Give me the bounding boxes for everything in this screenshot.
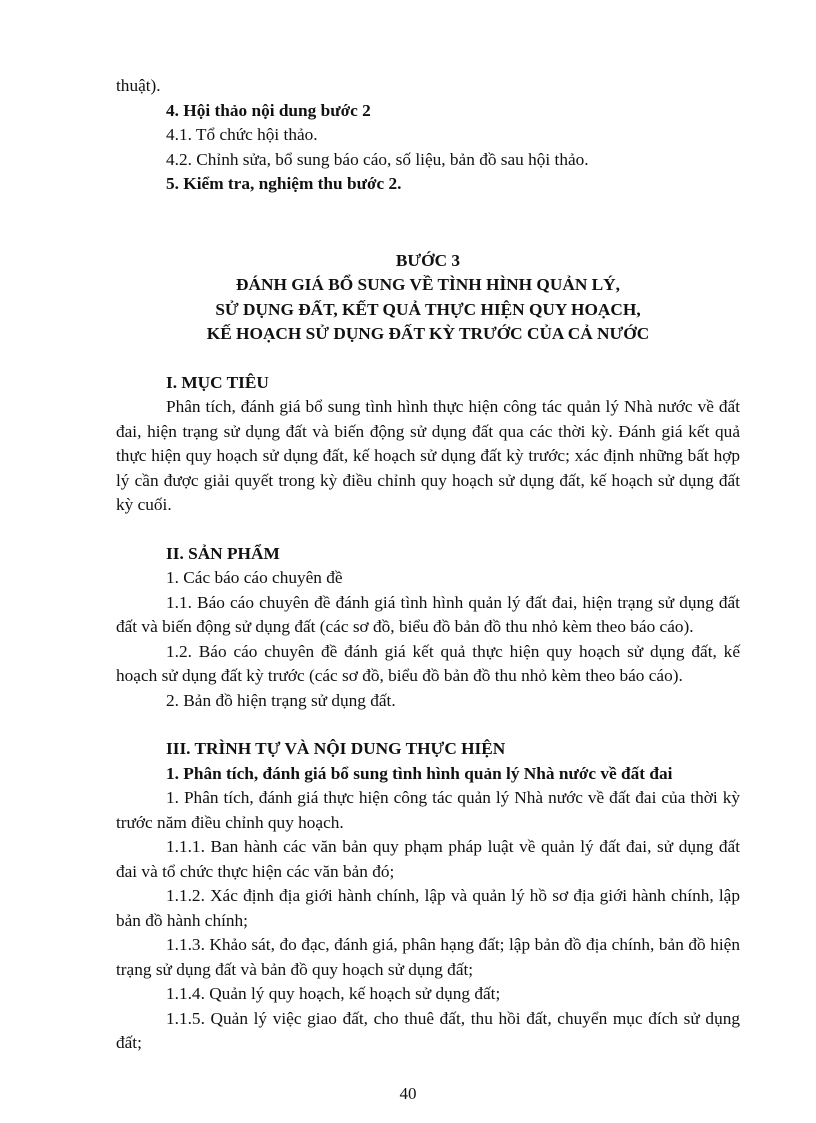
item-2-1: 1. Các báo cáo chuyên đề bbox=[166, 568, 343, 587]
item-4-1: 4.1. Tổ chức hội thảo. bbox=[166, 125, 318, 144]
section-5-heading: 5. Kiểm tra, nghiệm thu bước 2. bbox=[166, 174, 402, 193]
step-subtitle-line-3: KẾ HOẠCH SỬ DỤNG ĐẤT KỲ TRƯỚC CỦA CẢ NƯỚC bbox=[206, 324, 650, 343]
step-title: BƯỚC 3 bbox=[395, 250, 461, 270]
spacer bbox=[116, 197, 740, 249]
page-content bbox=[116, 74, 740, 1056]
item-3-1-1-1: 1.1.1. Ban hành các văn bản quy phạm pháp luật về quản lý đất đai, sử dụng đất đai và tổ chức thực hiện các văn bản đó; bbox=[116, 837, 740, 881]
item-2-2: 2. Bản đồ hiện trạng sử dụng đất. bbox=[166, 690, 396, 710]
spacer bbox=[116, 518, 740, 542]
continued-text: thuật). bbox=[116, 76, 161, 95]
section-2-heading: II. SẢN PHẨM bbox=[166, 543, 280, 563]
item-4-2: 4.2. Chỉnh sửa, bổ sung báo cáo, số liệu, bản đồ sau hội thảo. bbox=[166, 149, 589, 169]
spacer bbox=[116, 347, 740, 371]
step-subtitle-line-1: ĐÁNH GIÁ BỔ SUNG VỀ TÌNH HÌNH QUẢN LÝ, bbox=[236, 275, 620, 294]
item-3-1-1-3: 1.1.3. Khảo sát, đo đạc, đánh giá, phân hạng đất; lập bản đồ địa chính, bản đồ hiện trạng sử dụng đất và bản đồ quy hoạch sử dụng đất; bbox=[116, 935, 740, 979]
item-3-1-1-5: 1.1.5. Quản lý việc giao đất, cho thuê đất, thu hồi đất, chuyển mục đích sử dụng đất; bbox=[116, 1008, 740, 1052]
item-3-1: 1. Phân tích, đánh giá thực hiện công tác quản lý Nhà nước về đất đai của thời kỳ trước năm điều chỉnh quy hoạch. bbox=[116, 788, 740, 832]
section-3-heading: III. TRÌNH TỰ VÀ NỘI DUNG THỰC HIỆN bbox=[166, 739, 506, 758]
item-2-1-2: 1.2. Báo cáo chuyên đề đánh giá kết quả thực hiện quy hoạch sử dụng đất, kế hoạch sử dụng đất kỳ trước (các sơ đồ, biểu đồ bản đồ thu nhỏ kèm theo báo cáo). bbox=[116, 641, 740, 685]
item-2-1-1: 1.1. Báo cáo chuyên đề đánh giá tình hình quản lý đất đai, hiện trạng sử dụng đất đất và biến động sử dụng đất (các sơ đồ, biểu đồ bản đồ thu nhỏ kèm theo báo cáo). bbox=[116, 592, 740, 636]
section-1-body: Phân tích, đánh giá bổ sung tình hình thực hiện công tác quản lý Nhà nước về đất đai, hiện trạng sử dụng đất và biến động sử dụng đất qua các thời kỳ. Đánh giá kết quả thực hiện quy hoạch sử dụng đất, kế hoạch sử dụng đất kỳ trước; xác định những bất hợp lý cần được giải quyết trong kỳ điều chỉnh quy hoạch sử dụng đất, kế hoạch sử dụng đất kỳ cuối. bbox=[116, 397, 740, 514]
section-4-heading: 4. Hội thảo nội dung bước 2 bbox=[166, 100, 371, 120]
page-number: 40 bbox=[399, 1084, 417, 1103]
item-3-1-1-4: 1.1.4. Quản lý quy hoạch, kế hoạch sử dụng đất; bbox=[166, 984, 501, 1003]
section-3-subheading-1: 1. Phân tích, đánh giá bổ sung tình hình quản lý Nhà nước về đất đai bbox=[166, 763, 673, 783]
item-3-1-1-2: 1.1.2. Xác định địa giới hành chính, lập và quản lý hồ sơ địa giới hành chính, lập bản đồ hành chính; bbox=[116, 886, 740, 930]
spacer bbox=[116, 713, 740, 737]
step-subtitle-line-2: SỬ DỤNG ĐẤT, KẾT QUẢ THỰC HIỆN QUY HOẠCH, bbox=[215, 299, 641, 319]
section-1-heading: I. MỤC TIÊU bbox=[166, 372, 269, 392]
